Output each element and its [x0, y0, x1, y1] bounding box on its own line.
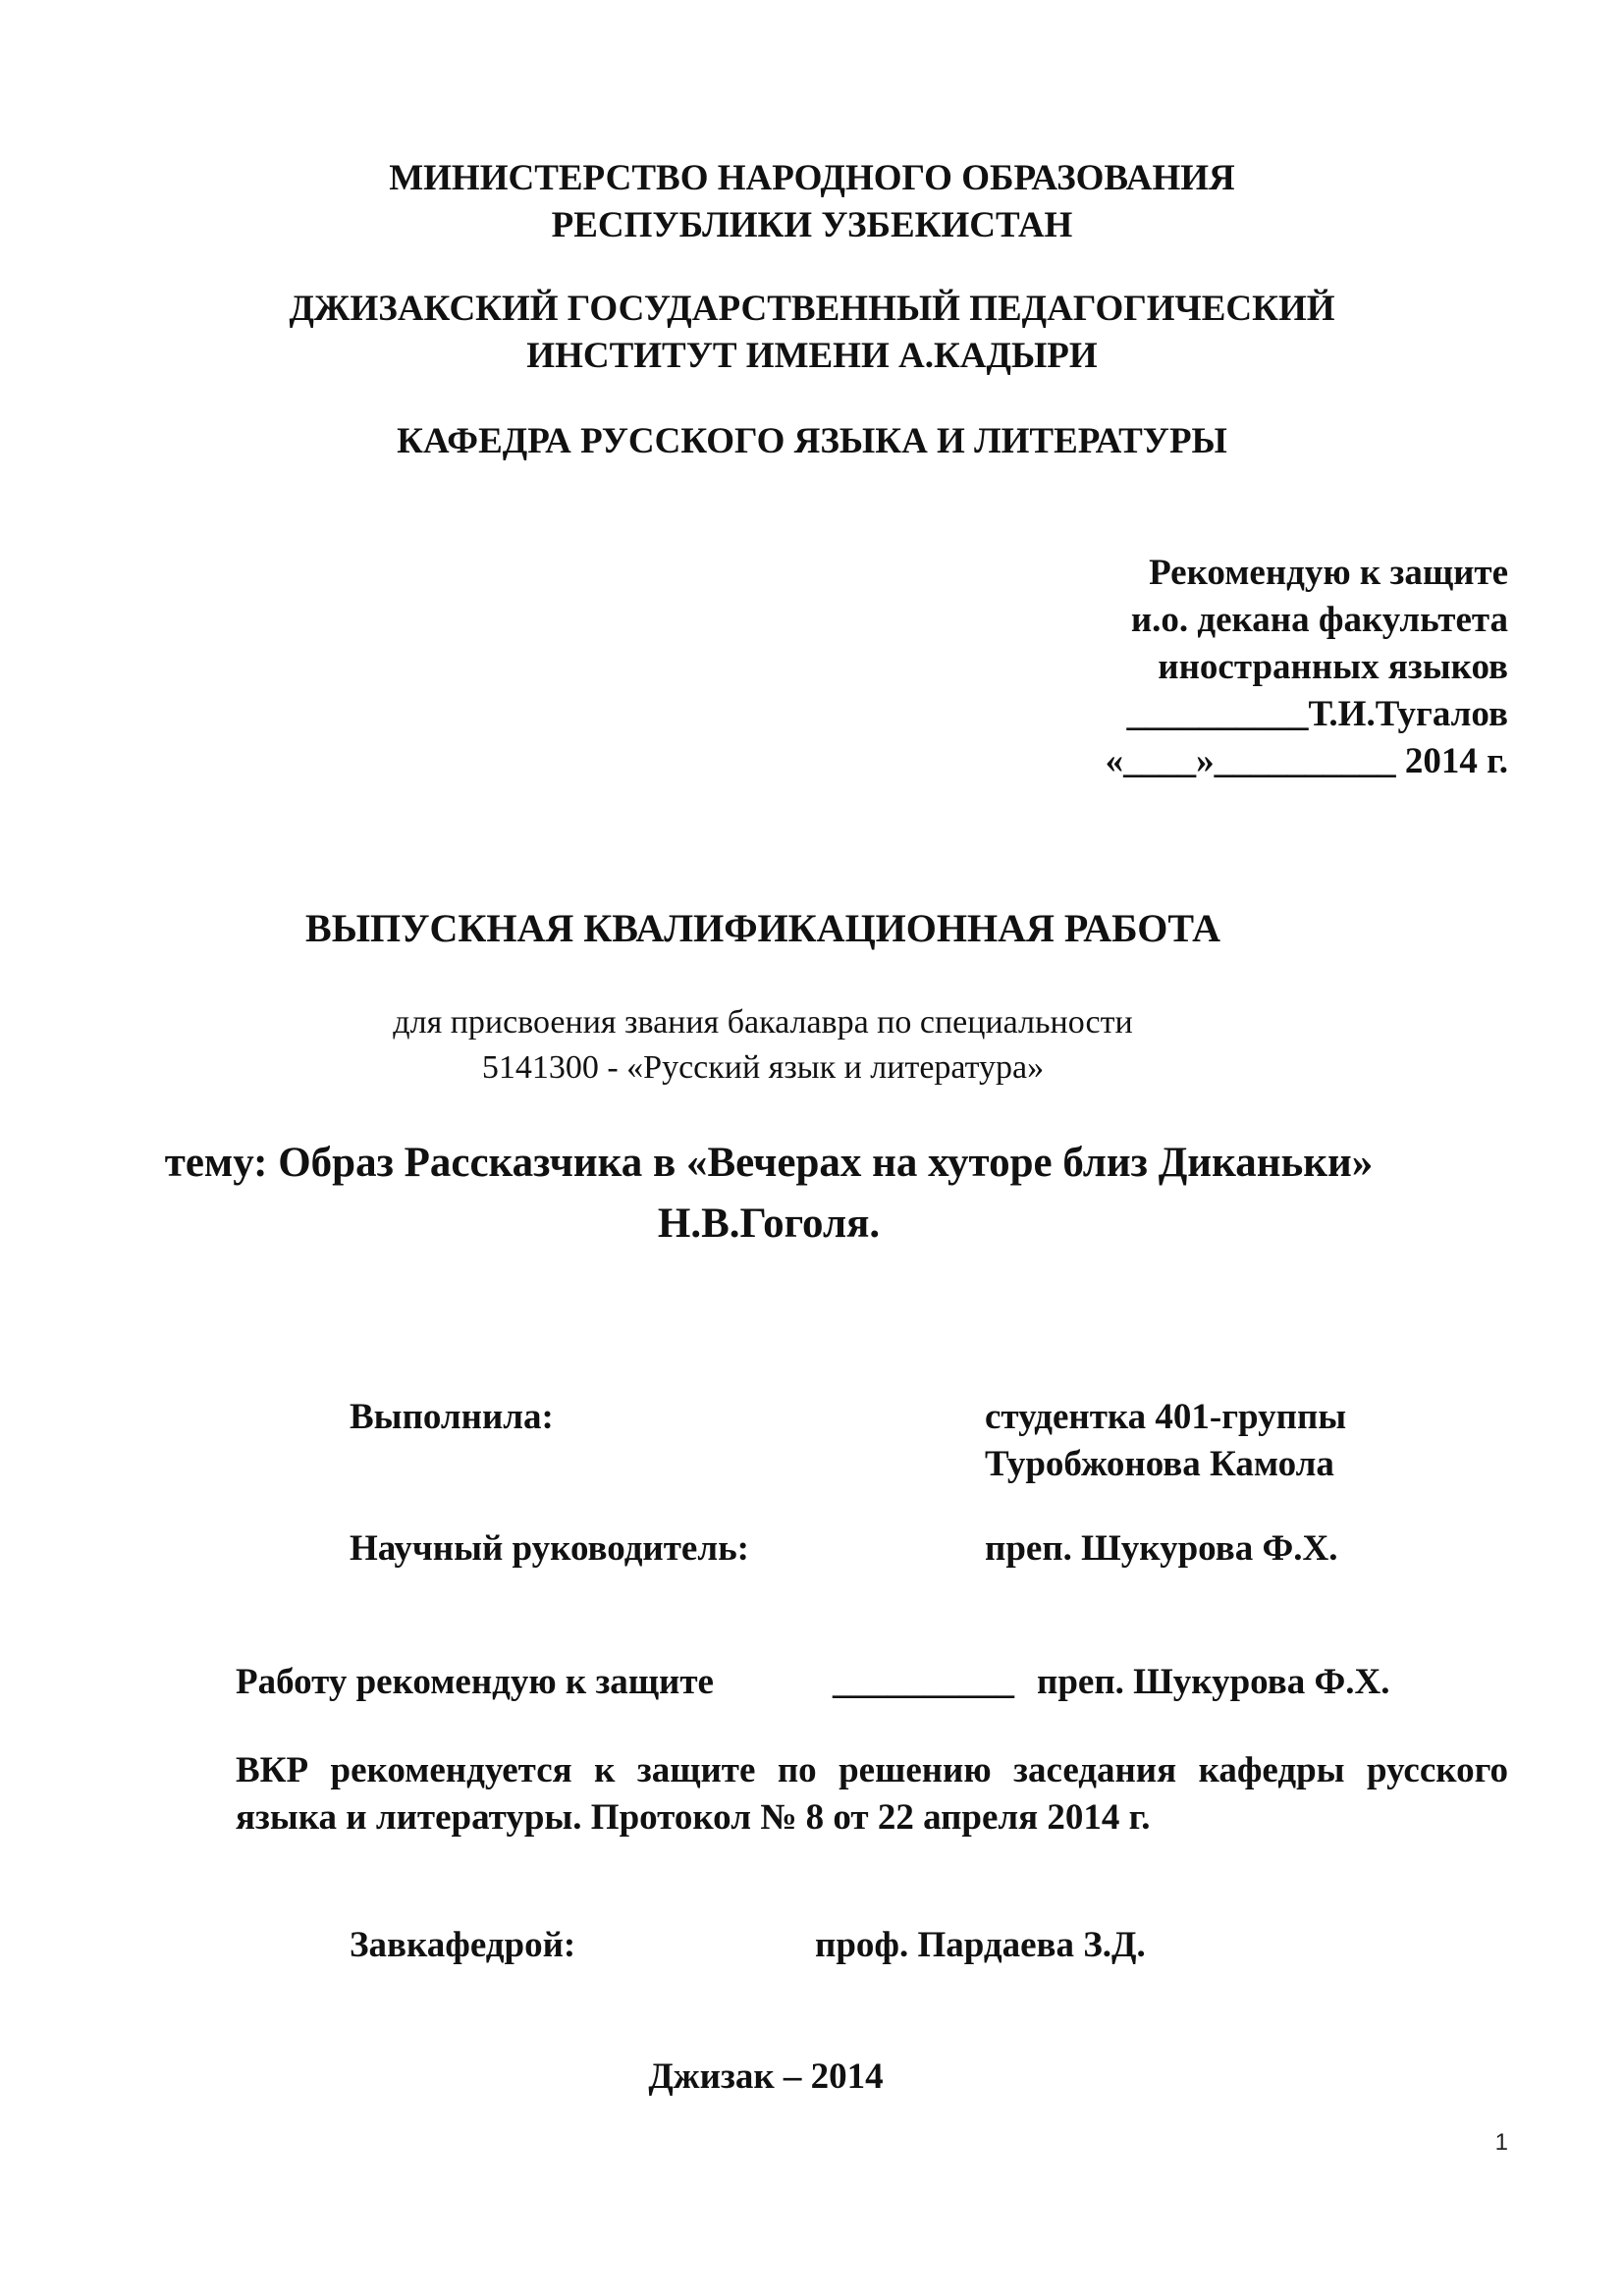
work-title	[0, 903, 1575, 954]
supervisor-label: Научный руководитель:	[350, 1528, 749, 1569]
approval-block	[821, 550, 1508, 785]
approval-line-1: Рекомендую к защите	[1149, 553, 1508, 593]
ministry-header	[0, 155, 1624, 249]
head-of-department-value: проф. Пардаева З.Д.	[815, 1925, 1146, 1965]
purpose-line-1: для присвоения звания бакалавра по специальности	[393, 1004, 1133, 1041]
institute-line-1: ДЖИЗАКСКИЙ ГОСУДАРСТВЕННЫЙ ПЕДАГОГИЧЕСКИЙ	[289, 289, 1335, 329]
performer-label: Выполнила:	[350, 1397, 554, 1437]
supervisor-value: преп. Шукурова Ф.Х.	[985, 1528, 1338, 1569]
performer-value	[985, 1394, 1346, 1488]
approval-line-3: иностранных языков	[1158, 647, 1508, 687]
topic-line-2: Н.В.Гоголя.	[657, 1201, 881, 1247]
performer-group: студентка 401-группы	[985, 1397, 1347, 1437]
ministry-line-1: МИНИСТЕРСТВО НАРОДНОГО ОБРАЗОВАНИЯ	[389, 158, 1235, 198]
purpose-line-2: 5141300 - «Русский язык и литература»	[481, 1049, 1045, 1086]
topic-line-1: тему: Образ Рассказчика в «Вечерах на хуторе близ Диканьки»	[164, 1140, 1374, 1186]
approval-signature-line: __________Т.И.Тугалов	[1126, 694, 1508, 734]
ministry-line-2: РЕСПУБЛИКИ УЗБЕКИСТАН	[551, 205, 1073, 245]
city-year	[0, 2054, 1578, 2101]
recommendation-signature: __________	[833, 1662, 1014, 1702]
institute-line-2: ИНСТИТУТ ИМЕНИ А.КАДЫРИ	[526, 336, 1098, 376]
city-year-text: Джизак – 2014	[648, 2056, 884, 2097]
institute-header	[0, 286, 1624, 380]
work-topic	[0, 1133, 1581, 1255]
performer-name: Туробжонова Камола	[985, 1444, 1334, 1484]
approval-line-2: и.о. декана факультета	[1130, 600, 1508, 640]
work-purpose	[0, 1000, 1575, 1091]
recommendation-value: преп. Шукурова Ф.Х.	[1037, 1662, 1390, 1702]
department-header	[0, 418, 1624, 465]
head-of-department-label: Завкафедрой:	[350, 1925, 576, 1965]
work-title-text: ВЫПУСКНАЯ КВАЛИФИКАЦИОННАЯ РАБОТА	[305, 906, 1220, 950]
protocol-paragraph: ВКР рекомендуется к защите по решению заседания кафедры русского языка и литературы. Протокол № 8 от 22 апреля 2014 г.	[236, 1750, 1508, 1838]
department-name: КАФЕДРА РУССКОГО ЯЗЫКА И ЛИТЕРАТУРЫ	[397, 421, 1227, 461]
page-number: 1	[1494, 2129, 1508, 2156]
recommendation-label: Работу рекомендую к защите	[236, 1662, 714, 1702]
approval-date-line: «____»__________ 2014 г.	[1105, 741, 1508, 781]
